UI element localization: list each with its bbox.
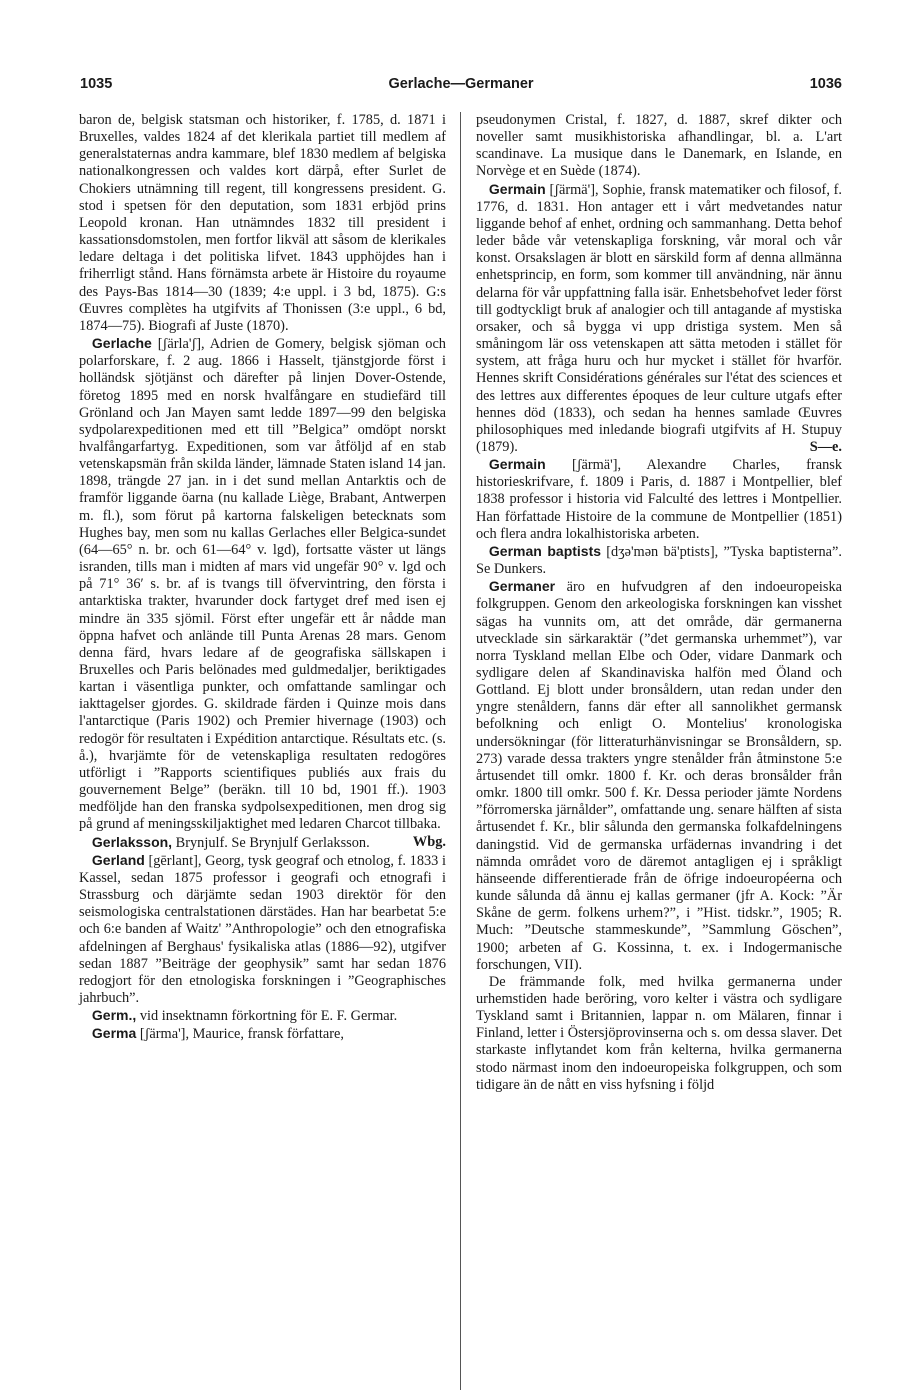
entry-text: [ʃärma'], Maurice, fransk författare, — [139, 1026, 344, 1043]
entry-headword: Gerlaksson, — [91, 833, 173, 850]
entry-gerlaksson — [79, 834, 446, 852]
entry-headword: Germa — [91, 1025, 137, 1042]
entry-headword: Germain — [488, 180, 546, 197]
page-number-left: 1035 — [80, 76, 113, 92]
author-signature: Wbg. — [412, 833, 446, 850]
entry-germain-sophie — [476, 181, 842, 457]
entry-text: äro en hufvudgren af den indoeuropeiska folkgruppen. Genom den arkeologiska forskningen kan visshet sägas ha vunnits om, att det område, där germanerna utvecklade sin särkaraktär (”det germanska urhemmet”), var norra Tyskland mellan Elbe och Oder, vidare Danmark och sydligare delen af Skandinaviska halfön med Öland och Gottland. Ej blott under bronsåldern, utan redan under den yngre stenåldern, fanns där efter all sannolikhet germansk befolkning och enligt O. Montelius' kronologiska undersökningar (för litteraturhänvisningar se Bronsåldern, sp. 273) varade dessa trakters yngre stenålder från åtminstone 5:e årtusendet till omkr. 1800 f. Kr. och deras bronsålder från omkr. 1800 till omkr. 500 f. Kr. Dessa perioder jämte Nordens ”förromerska järnålder”, omfattande ung. senare hälften af sista årtusendet f. Kr., blir sålunda den germanska folkafdelningens daningstid. Vid de germanska urfädernas invandring i det nämnda området voro de däremot antagligen ej i språkligt hänseende differentierade från de öfrige indoeuropéerna och kunde sålunda då ännu ej kallas germaner (jfr A. Kock: ”Är Skåne de germ. folkens urhem?”, i ”Hist. tidskr.”, 1905; R. Much: ”Deutsche stammeskunde”, ”Sammlung Göschen”, 1900; arbeten af G. Kossinna, t. ex. i Indogermanische forschungen, VII). — [476, 579, 842, 973]
right-column — [476, 112, 842, 1094]
entry-gerland — [79, 852, 446, 1007]
left-column — [79, 112, 446, 1043]
entry-headword: Germ., — [91, 1007, 137, 1024]
entry-headword: Gerland — [91, 851, 145, 868]
entry-headword: Gerlache — [91, 335, 152, 352]
entry-text: De främmande folk, med hvilka germanerna under urhemstiden hade beröring, voro kelter i västra och sydligare Tyskland samt i Britannien, lappar n. om Mälaren, finnar i Finland, letter i Östersjöprovinserna och s. om dessa slaver. Det starkaste inflytandet kom från kelterna, hvilka germanerna stodo närmast inom den indoeuropeiska folkgruppen, och som tidigare än de nått en viss hyfsning i följd — [476, 973, 842, 1093]
entry-text: Brynjulf. Se Brynjulf Gerlaksson. — [175, 834, 370, 851]
entry-germain-alexandre — [476, 456, 842, 543]
entry-germ — [79, 1007, 446, 1025]
entry-germaner-continuation — [476, 974, 842, 1094]
entry-germa — [79, 1025, 446, 1043]
entry-germaner — [476, 578, 842, 974]
entry-headword: German baptists — [488, 542, 602, 559]
running-title: Gerlache—Germaner — [388, 76, 534, 92]
page-number-right: 1036 — [809, 76, 842, 92]
entry-text: vid insektnamn förkortning för E. F. Germar. — [139, 1008, 398, 1025]
entry-text: [ʃärmä'], Alexandre Charles, fransk historieskrifvare, f. 1809 i Paris, d. 1887 i Montpellier, blef 1838 professor i historia vid Falculté des lettres i Montpellier. Han författade Histoire de la commune de Montpellier (1851) och flera andra lokalhistoriska arbeten. — [476, 457, 842, 542]
entry-headword: Germain — [488, 456, 546, 473]
page-header — [80, 76, 842, 98]
entry-baron-continuation — [79, 112, 446, 335]
entry-text: [gērlant], Georg, tysk geograf och etnolog, f. 1833 i Kassel, sedan 1875 professor i geografi och etnografi i Strassburg och därjämte sedan 1903 direktör för den seismologiska centralstationen därstädes. Han har bearbetat 5:e och 6:e banden af Waitz' ”Anthropologie” och den etnografiska afdelningen af Berghaus' fysikaliska atlas (1886—92), utgifver sedan 1887 ”Beiträge der geophysik” samt har sedan 1876 redogjort för den etnologiska forskningen i ”Geographisches jahrbuch”. — [79, 852, 446, 1006]
author-signature: S—e. — [809, 438, 842, 455]
entry-german-baptists — [476, 543, 842, 578]
entry-text: pseudonymen Cristal, f. 1827, d. 1887, skref dikter och noveller samt musikhistoriska afhandlingar, bl. a. L'art scandinave. La musique dans le Danemark, en Islande, en Norvège et en Suède (1874). — [476, 112, 842, 180]
entry-text: [ʃärla'ʃ], Adrien de Gomery, belgisk sjöman och polarforskare, f. 2 aug. 1866 i Hasselt, tjänstgjorde först i holländsk sjötjänst och därefter på linjen Dover-Ostende, företog 1895 med en norsk hvalfångare en studiefärd till Grönland och Jan Mayen samt ledde 1897—99 den belgiska sydpolarexpeditionen med ett till ”Belgica” omdöpt norskt hvalfångarfartyg. Expeditionen, som var åtföljd af en stab vetenskapsmän från skilda länder, lämnade Staten island 14 jan. 1898, trängde 27 jan. in i det sund mellan Antarktis och de framför liggande öarna (nu kallade Liège, Brabant, Antwerpen m. fl.), som förut på kartorna falskeligen betecknats som Hughes bay, men som nu kallas Gerlaches eller Belgica-sundet (64—65° n. br. och 61—64° v. lgd), fortsatte väster ut längs isranden, tills man i midten af mars vid ungefär 90° v. lgd och på 71° 36′ s. br. af is tvangs till öfvervintring, den första i antarktiska trakter, hvarunder dock fartyget dref med isen ej mindre än 335 sjömil. Först efter ungefär ett år nådde man öppna hafvet och anlände till Punta Arenas 28 mars. Genom denna färd, hvars ledare af de geografiska sällskapen i Bruxelles och Paris belönades med guldmedaljer, beriktigades kartan i väsentliga punkter, och omfattande samlingar och iakttagelser gjordes. G. skildrade färden i Quinze mois dans l'antarctique (Paris 1902) och Premier hivernage (1903) och redogör för resultaten i Expédition antarctique. Résultats etc. (s. å.), hvarjämte för de vetenskapliga resultaten redogöres utförligt i ”Rapports scientifiques publiés aux frais du gouvernement Belge” (beräkn. till 10 bd, 1901 ff.). 1903 medföljde han den franska sydpolsexpeditionen, men drog sig på grund af meningsskiljaktighet med ledaren Charcot tillbaka. — [79, 336, 446, 833]
entry-headword: Germaner — [488, 578, 556, 595]
entry-text: [ʃärmä'], Sophie, fransk matematiker och filosof, f. 1776, d. 1831. Hon antager ett i vårt medvetandes natur liggande behof af enhet, ordning och sammanhang. Detta behof leder både vår vetenskapliga forskning, vår moral och vår konst. Orsakslagen är blott en särskild form af denna allmänna enhetsprincip, en form, som kommer till användning, när ännu delarna för vår uppfattning falla isär. Enhetsbehofvet leder först till godtyckligt bruk af analogier och till antagande af mystiska orsaker, och så bygga vi upp dristiga system. Men så småningom lär oss vetenskapen att sätta metoden i stället för system, att fråga huru och hur mycket i stället för hvarför. Hennes skrift Considérations générales sur l'état des sciences et des lettres aux differentes époques de leur culture utgafs efter hennes död (1833), och sedan ha hennes samlade Œuvres philosophiques med inledande biografi utgifvits af H. Stupuy (1879). — [476, 181, 843, 455]
entry-text: baron de, belgisk statsman och historiker, f. 1785, d. 1871 i Bruxelles, valdes 1824 af det klerikala partiet till medlem af generalstaternas andra kammare, blef 1830 medlem af belgiska nationalkongressen och valdes kort därpå, efter Surlet de Chokiers utnämning till regent, till kongressens president. G. stod i spetsen för den deputation, som 1831 erbjöd prins Leopold kronan. Han utnämndes 1832 till president i kassationsdomstolen, men fortfor likväl att såsom de klerikales ledare deltaga i det politiska lifvet. 1843 upphöjdes han i friherrligt stånd. Hans förnämsta arbete är Histoire du royaume des Pays-Bas 1814—30 (1839; 4:e uppl. i 3 bd, 1875). G:s Œuvres complètes ha utgifvits af Thonissen (3:e uppl., 6 bd, 1874—75). Biografi af Juste (1870). — [79, 112, 446, 334]
entry-text: [dʒə'mən bä'ptists], ”Tyska baptisterna”. Se Dunkers. — [476, 543, 842, 578]
column-divider — [460, 112, 461, 1390]
entry-germa-continuation — [476, 112, 842, 181]
